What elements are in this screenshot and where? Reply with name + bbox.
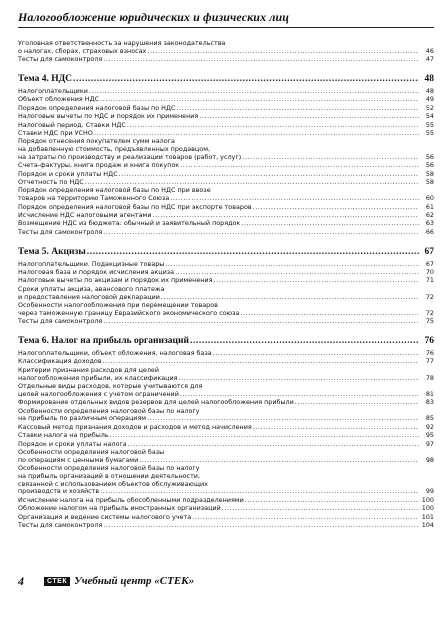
toc-entry-text: на прибыль по различным операциям xyxy=(18,414,147,423)
dot-leader xyxy=(241,220,419,228)
toc-entry-text: Налоговые вычеты по НДС и порядок их применения xyxy=(18,112,199,121)
toc-page-number: 81 xyxy=(425,389,434,398)
dot-leader xyxy=(103,56,419,64)
toc-page-number: 48 xyxy=(424,73,434,84)
toc-page-number: 92 xyxy=(425,422,434,431)
toc-chapter xyxy=(18,336,434,347)
toc-entry xyxy=(18,318,434,326)
toc-page-number: 76 xyxy=(424,335,434,346)
dot-leader xyxy=(245,497,419,505)
toc-entry-text: Налогоплательщики, объект обложения, налоговая база xyxy=(18,348,212,357)
toc-chapter-title: Тема 6. Налог на прибыль организаций xyxy=(18,335,189,346)
toc-entry-text: Налогоплательщики xyxy=(18,86,88,95)
dot-leader xyxy=(147,415,419,423)
toc-entry-text: Особенности определения налоговой базы xyxy=(18,447,165,456)
dot-leader xyxy=(73,74,419,85)
publisher-name: Учебный центр «СТЕК» xyxy=(74,575,195,587)
toc-page-number: 101 xyxy=(421,512,434,521)
toc-page-number: 56 xyxy=(425,152,434,161)
toc-entry-text: Объект обложения НДС xyxy=(18,95,100,104)
toc-chapter xyxy=(18,74,434,85)
toc-entry-text: Счета-фактуры, книга продаж и книга покупок xyxy=(18,161,180,170)
toc-page-number: 85 xyxy=(425,414,434,423)
page-number: 4 xyxy=(18,573,24,588)
toc-entry-text: Сроки уплаты акциза, авансового платежа xyxy=(18,284,165,293)
toc-entry-line xyxy=(18,96,434,104)
toc-entry xyxy=(18,399,434,407)
toc-page-number: 48 xyxy=(425,86,434,95)
toc-page-number: 78 xyxy=(425,373,434,382)
toc-entry xyxy=(18,367,434,383)
toc-entry-line xyxy=(18,56,434,64)
dot-leader xyxy=(199,113,419,121)
toc-page-number: 104 xyxy=(421,521,434,530)
toc-entry-line xyxy=(18,399,434,407)
dot-leader xyxy=(89,88,419,96)
toc-chapter-title: Тема 5. Акцизы xyxy=(18,246,86,257)
toc-entry xyxy=(18,432,434,440)
toc-entry-line xyxy=(18,505,434,513)
dot-leader xyxy=(87,247,419,258)
toc-entry-text: на добавленную стоимость, предъявленных продавцом, xyxy=(18,145,211,154)
dot-leader xyxy=(213,277,419,285)
toc-page-number: 100 xyxy=(421,495,434,504)
toc-entry-text: Налоговые вычеты по акцизам и порядок их применения xyxy=(18,276,213,285)
toc-entry-line xyxy=(18,318,434,326)
toc-entry-line xyxy=(18,113,434,121)
toc-entry-line xyxy=(18,162,434,170)
dot-leader xyxy=(222,505,419,513)
toc-entry-text: Уголовная ответственность за нарушения законодательства xyxy=(18,39,226,47)
table-of-contents xyxy=(18,40,434,530)
toc-entry-text: Порядок определения налоговой базы по НДС при экспорте товаров xyxy=(18,202,252,211)
toc-page-number: 70 xyxy=(425,268,434,277)
toc-entry-text: Порядок определения налоговой базы по НДС xyxy=(18,103,176,112)
toc-entry-text: Формирование отдельных видов резервов для целей налогообложения прибыли xyxy=(18,398,294,407)
toc-page-number: 55 xyxy=(425,128,434,137)
toc-entry-text: Особенности налогообложения при перемещении товаров xyxy=(18,301,218,309)
dot-leader xyxy=(176,105,419,113)
running-header xyxy=(18,8,434,28)
dot-leader xyxy=(165,261,419,269)
dot-leader xyxy=(242,154,419,162)
toc-entry-text: Тесты для самоконтроля xyxy=(18,521,103,530)
toc-page-number: 72 xyxy=(425,292,434,301)
toc-entry xyxy=(18,56,434,64)
toc-entry xyxy=(18,358,434,366)
toc-entry-text: Особенности определения налоговой базы по налогу xyxy=(18,406,200,415)
toc-entry-text: Порядок и сроки уплаты налога xyxy=(18,439,127,448)
toc-entry-text: и предоставления налоговой декларации xyxy=(18,292,160,301)
toc-chapter xyxy=(18,247,434,258)
toc-entry-text: Кассовый метод признания доходов и расходов и метод начисления xyxy=(18,422,252,431)
toc-page-number: 49 xyxy=(425,95,434,104)
dot-leader xyxy=(103,318,419,326)
toc-entry xyxy=(18,465,434,496)
toc-page-number: 55 xyxy=(425,120,434,129)
toc-entry-text: Тесты для самоконтроля xyxy=(18,317,103,326)
toc-entry-text: Налоговая база и порядок исчисления акциза xyxy=(18,268,175,277)
toc-page-number: 58 xyxy=(425,169,434,178)
toc-entry xyxy=(18,40,434,56)
toc-entry-text: Налоговый период. Ставки НДС xyxy=(18,120,126,129)
page-footer xyxy=(18,570,434,592)
dot-leader xyxy=(119,171,419,179)
toc-entry-text: Порядок отнесения покупателем сумм налога xyxy=(18,137,175,146)
toc-entry-text: налогообложения прибыли, их классификация xyxy=(18,373,178,382)
toc-page-number: 72 xyxy=(425,308,434,317)
dot-leader xyxy=(190,336,419,347)
toc-page-number: 47 xyxy=(425,55,434,64)
toc-entry-line xyxy=(18,522,434,530)
toc-entry-text: Отчетность по НДС xyxy=(18,178,84,187)
toc-entry xyxy=(18,383,434,399)
toc-entry-line xyxy=(18,247,434,258)
toc-entry xyxy=(18,449,434,465)
toc-entry-line xyxy=(18,432,434,440)
toc-entry xyxy=(18,138,434,161)
dot-leader xyxy=(213,350,419,358)
toc-page-number: 98 xyxy=(425,455,434,464)
toc-chapter-title: Тема 4. НДС xyxy=(18,73,73,84)
toc-entry-line xyxy=(18,74,434,85)
toc-entry xyxy=(18,286,434,302)
toc-entry xyxy=(18,162,434,170)
dot-leader xyxy=(128,441,419,449)
toc-entry-text: целей налогообложения с учетом ограничений xyxy=(18,389,179,398)
toc-page-number: 61 xyxy=(425,202,434,211)
toc-entry-text: по операциям с ценными бумагами xyxy=(18,455,139,464)
toc-entry-line xyxy=(18,229,434,237)
toc-entry-text: Ставки НДС при УСНО xyxy=(18,128,93,137)
toc-entry-text: Обложение налогом на прибыль иностранных организаций xyxy=(18,504,221,513)
toc-page-number: 62 xyxy=(425,211,434,220)
toc-entry-text: о налогах, сборах, страховых взносах xyxy=(18,46,147,55)
toc-entry xyxy=(18,229,434,237)
toc-entry xyxy=(18,302,434,318)
toc-entry-text: товаров на территорию Таможенного Союза xyxy=(18,194,170,203)
toc-entry-text: Отдельные виды расходов, которые учитываются для xyxy=(18,381,203,390)
toc-page-number: 76 xyxy=(425,348,434,357)
toc-entry xyxy=(18,505,434,513)
dot-leader xyxy=(253,204,419,212)
toc-page-number: 83 xyxy=(425,398,434,407)
toc-entry-text: производств и хозяйств xyxy=(18,487,100,496)
toc-entry xyxy=(18,522,434,530)
toc-entry-text: Критерии признания расходов для целей xyxy=(18,365,160,374)
dot-leader xyxy=(103,522,419,530)
toc-page-number: 52 xyxy=(425,103,434,112)
toc-entry xyxy=(18,113,434,121)
dot-leader xyxy=(192,514,419,522)
dot-leader xyxy=(253,424,419,432)
toc-entry-text: Ставки налога на прибыль xyxy=(18,431,109,440)
toc-entry-text: на затраты по производству и реализации товаров (работ, услуг) xyxy=(18,152,242,161)
toc-entry xyxy=(18,187,434,203)
toc-entry-text: Возмещение НДС из бюджета: обычный и заявительный порядок xyxy=(18,219,241,228)
dot-leader xyxy=(147,48,419,56)
dot-leader xyxy=(170,195,419,203)
dot-leader xyxy=(127,122,419,130)
toc-page-number: 66 xyxy=(425,227,434,236)
dot-leader xyxy=(179,375,419,383)
dot-leader xyxy=(295,399,419,407)
toc-entry-text: Тесты для самоконтроля xyxy=(18,227,103,236)
toc-page-number: 54 xyxy=(425,112,434,121)
toc-entry-text: Порядок и сроки уплаты НДС xyxy=(18,169,118,178)
toc-page-number: 71 xyxy=(425,276,434,285)
toc-page-number: 99 xyxy=(425,487,434,496)
dot-leader xyxy=(100,96,419,104)
toc-page-number: 67 xyxy=(424,246,434,257)
toc-page-number: 63 xyxy=(425,219,434,228)
toc-page-number: 77 xyxy=(425,357,434,366)
toc-entry-text: Тесты для самоконтроля xyxy=(18,55,103,64)
toc-page-number: 100 xyxy=(421,504,434,513)
toc-entry-line xyxy=(18,415,434,423)
toc-entry xyxy=(18,408,434,424)
toc-page-number: 46 xyxy=(425,46,434,55)
toc-page-number: 95 xyxy=(425,431,434,440)
toc-entry-text: связанной с использованием объектов обслуживающих xyxy=(18,479,208,488)
toc-page-number: 58 xyxy=(425,178,434,187)
toc-entry-line xyxy=(18,336,434,347)
toc-entry-text: Порядок определения налоговой базы по НДС при ввозе xyxy=(18,186,211,195)
toc-page-number: 56 xyxy=(425,161,434,170)
toc-entry-text: Исчисление налога на прибыль обособленными подразделениями xyxy=(18,495,244,504)
running-header-title: Налогообложение юридических и физических лиц xyxy=(18,10,290,24)
toc-entry-text: на прибыль организаций в отношении деятельности, xyxy=(18,471,200,480)
dot-leader xyxy=(103,358,419,366)
stek-logo: СТЕК xyxy=(44,577,70,586)
toc-entry-text: Особенности определения налоговой базы по налогу xyxy=(18,464,200,473)
dot-leader xyxy=(110,432,419,440)
toc-entry-text: Организация и ведение системы налогового учета xyxy=(18,512,192,521)
toc-entry-text: Классификация доходов xyxy=(18,357,102,366)
toc-page-number: 97 xyxy=(425,439,434,448)
toc-entry-line xyxy=(18,195,434,203)
toc-entry-text: Налогоплательщики. Подакцизные товары xyxy=(18,259,165,268)
dot-leader xyxy=(180,162,419,170)
toc-entry-text: Исчисление НДС налоговыми агентами xyxy=(18,211,152,220)
toc-entry-line xyxy=(18,358,434,366)
dot-leader xyxy=(240,310,419,318)
toc-page-number: 60 xyxy=(425,194,434,203)
toc-entry-text: через таможенную границу Евразийского экономического союза xyxy=(18,308,240,317)
toc-page-number: 67 xyxy=(425,259,434,268)
toc-page-number: 75 xyxy=(425,317,434,326)
dot-leader xyxy=(103,229,419,237)
toc-entry xyxy=(18,96,434,104)
